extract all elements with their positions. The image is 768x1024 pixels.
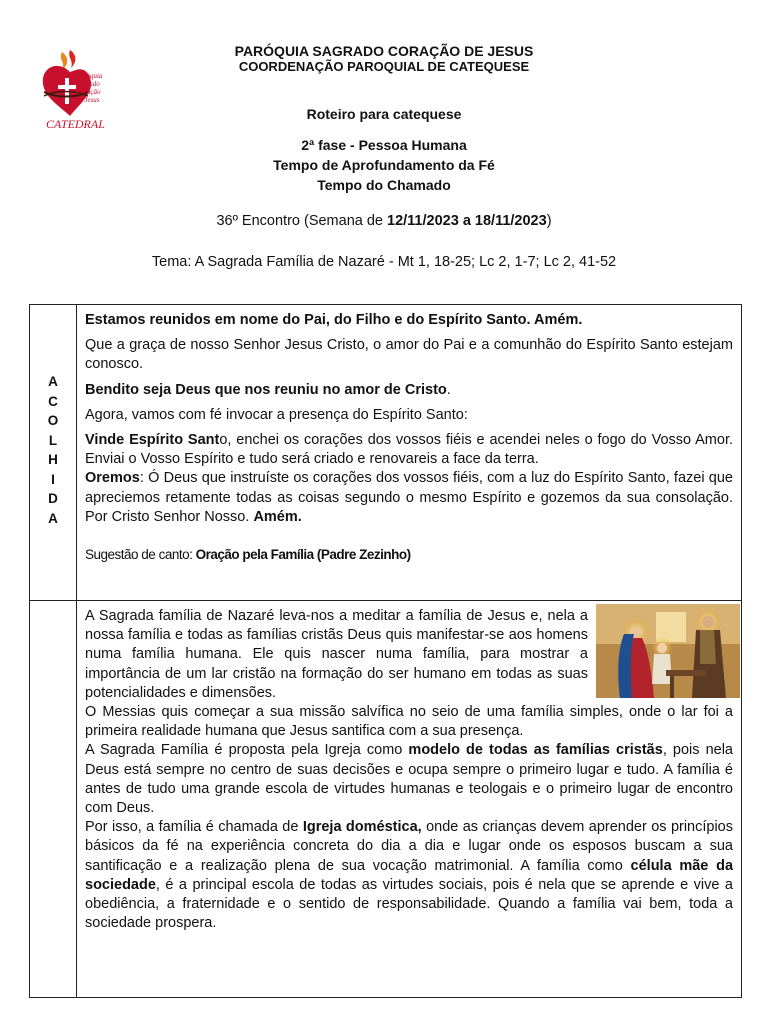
logo-line-2: Sagrado — [76, 80, 100, 88]
side-letter: L — [48, 432, 58, 448]
opening-invocation-text: Estamos reunidos em nome do Pai, do Filho e do Espírito Santo. Amém. — [85, 312, 583, 328]
tempo-aprofundamento: Tempo de Aprofundamento da Fé — [273, 157, 495, 173]
oremos-rest: : Ó Deus que instruíste os corações dos vossos fiéis, com a luz do Espírito Santo, fazei que apreciemos retamente todas as coisas segundo o mesmo Espírito e gozemos da sua consolação. Por Cristo Senhor Nosso. — [85, 470, 733, 525]
parish-title: PARÓQUIA SAGRADO CORAÇÃO DE JESUS — [234, 43, 534, 59]
side-letter: A — [48, 374, 58, 389]
acolhida-row — [30, 305, 742, 601]
encontro-suffix: ) — [546, 213, 552, 229]
logo-line-4: de Jesus — [76, 96, 100, 104]
logo-line-1: Paróquia — [76, 72, 103, 80]
greeting-paragraph: Que a graça de nosso Senhor Jesus Cristo, o amor do Pai e a comunhão do Espírito Santo estejam conosco. — [85, 337, 733, 373]
p3-start: A Sagrada Família é proposta pela Igreja como — [85, 742, 409, 759]
side-letter: O — [47, 413, 59, 428]
roteiro-title: Roteiro para catequese — [306, 106, 462, 122]
fase-title: 2ª fase - Pessoa Humana — [301, 137, 467, 153]
familia-paragraph-3 — [85, 741, 733, 818]
catechesis-table — [29, 304, 742, 998]
familia-row — [30, 601, 742, 998]
opening-invocation — [85, 311, 733, 330]
vinde-bold: Vinde Espírito Sant — [85, 432, 220, 449]
p4-end: , é a principal escola de todas as virtudes sociais, pois é nela que se aprende e vive a obediência, a fraternidade e o sentido de responsabilidade. Quando a família vai bem, toda a sociedade prospera. — [85, 876, 733, 932]
acolhida-side-label — [31, 372, 75, 528]
familia-paragraph-2: O Messias quis começar a sua missão salvífica no seio de uma família simples, onde o lar foi a primeira realidade humana que Jesus santifica com a sua presença. — [85, 704, 733, 740]
p4-bold-1: Igreja doméstica, — [302, 819, 422, 836]
p3-bold: modelo de todas as famílias cristãs — [408, 742, 663, 759]
side-letter: C — [48, 393, 58, 409]
familia-paragraph-4 — [85, 818, 733, 933]
p4-mid: onde as crianças devem aprender os princípios básicos da fé na experiência concreta do dia a dia e lugar onde os esposos buscam a sua santificação e a realização plena de sua vocação matrimonial. A família como — [85, 819, 733, 874]
song-title: Oração pela Família (Padre Zezinho) — [195, 547, 411, 563]
acolhida-side-cell — [30, 305, 77, 601]
p4-start: Por isso, a família é chamada de — [85, 819, 303, 836]
oremos-paragraph — [85, 469, 733, 527]
p4-bold-2: célula mãe da sociedade — [85, 857, 734, 893]
invocation-paragraph: Agora, vamos com fé invocar a presença do Espírito Santo: — [85, 406, 468, 423]
familia-side-cell — [30, 601, 77, 998]
song-suggestion — [85, 545, 733, 564]
p3-end: , pois nela Deus está sempre no centro de suas decisões e ocupa sempre o primeiro lugar e tudo. A família é antes de tudo uma grande escola de virtudes humanas e teologais e o primeiro lugar de encontro com Deus. — [85, 742, 733, 817]
side-letter: A — [48, 510, 58, 526]
blessing-end: . — [446, 381, 451, 398]
vinde-paragraph — [85, 431, 733, 469]
side-letter: D — [48, 491, 58, 506]
tema-line: Tema: A Sagrada Família de Nazaré - Mt 1, 18-25; Lc 2, 1-7; Lc 2, 41-52 — [151, 254, 617, 270]
tempo-chamado: Tempo do Chamado — [317, 177, 451, 193]
side-letter: I — [51, 471, 55, 487]
blessing-text: Bendito seja Deus que nos reuniu no amor de Cristo — [85, 381, 447, 398]
encontro-prefix: 36º Encontro (Semana de — [216, 213, 388, 229]
side-letter: H — [48, 452, 58, 467]
familia-paragraph-1: A Sagrada família de Nazaré leva-nos a meditar a família de Jesus e, nela a nossa família e todas as famílias cristãs Deus quis manifestar-se aos homens numa família humana. Ele quis nascer numa família, para mostrar a importância de um lar cristão na formação do ser humano em todas as suas potencialidades e dimensões. — [85, 608, 588, 701]
logo-line-3: Coração — [76, 88, 101, 96]
oremos-amen: Amém. — [253, 508, 302, 525]
encontro-dates: 12/11/2023 a 18/11/2023 — [387, 213, 547, 229]
oremos-bold: Oremos — [85, 470, 140, 487]
encontro-line — [0, 213, 768, 229]
blessing-paragraph — [85, 381, 733, 400]
coordination-title: COORDENAÇÃO PAROQUIAL DE CATEQUESE — [238, 59, 530, 74]
song-label: Sugestão de canto: — [85, 547, 196, 563]
acolhida-content — [77, 305, 742, 601]
familia-content — [77, 601, 742, 998]
holy-family-painting — [596, 604, 740, 698]
logo-label: CATEDRAL — [46, 117, 105, 131]
vinde-rest: o, enchei os corações dos vossos fiéis e acendei neles o fogo do Vosso Amor. Enviai o Vosso Espírito e tudo será criado e renovareis a face da terra. — [85, 432, 733, 468]
